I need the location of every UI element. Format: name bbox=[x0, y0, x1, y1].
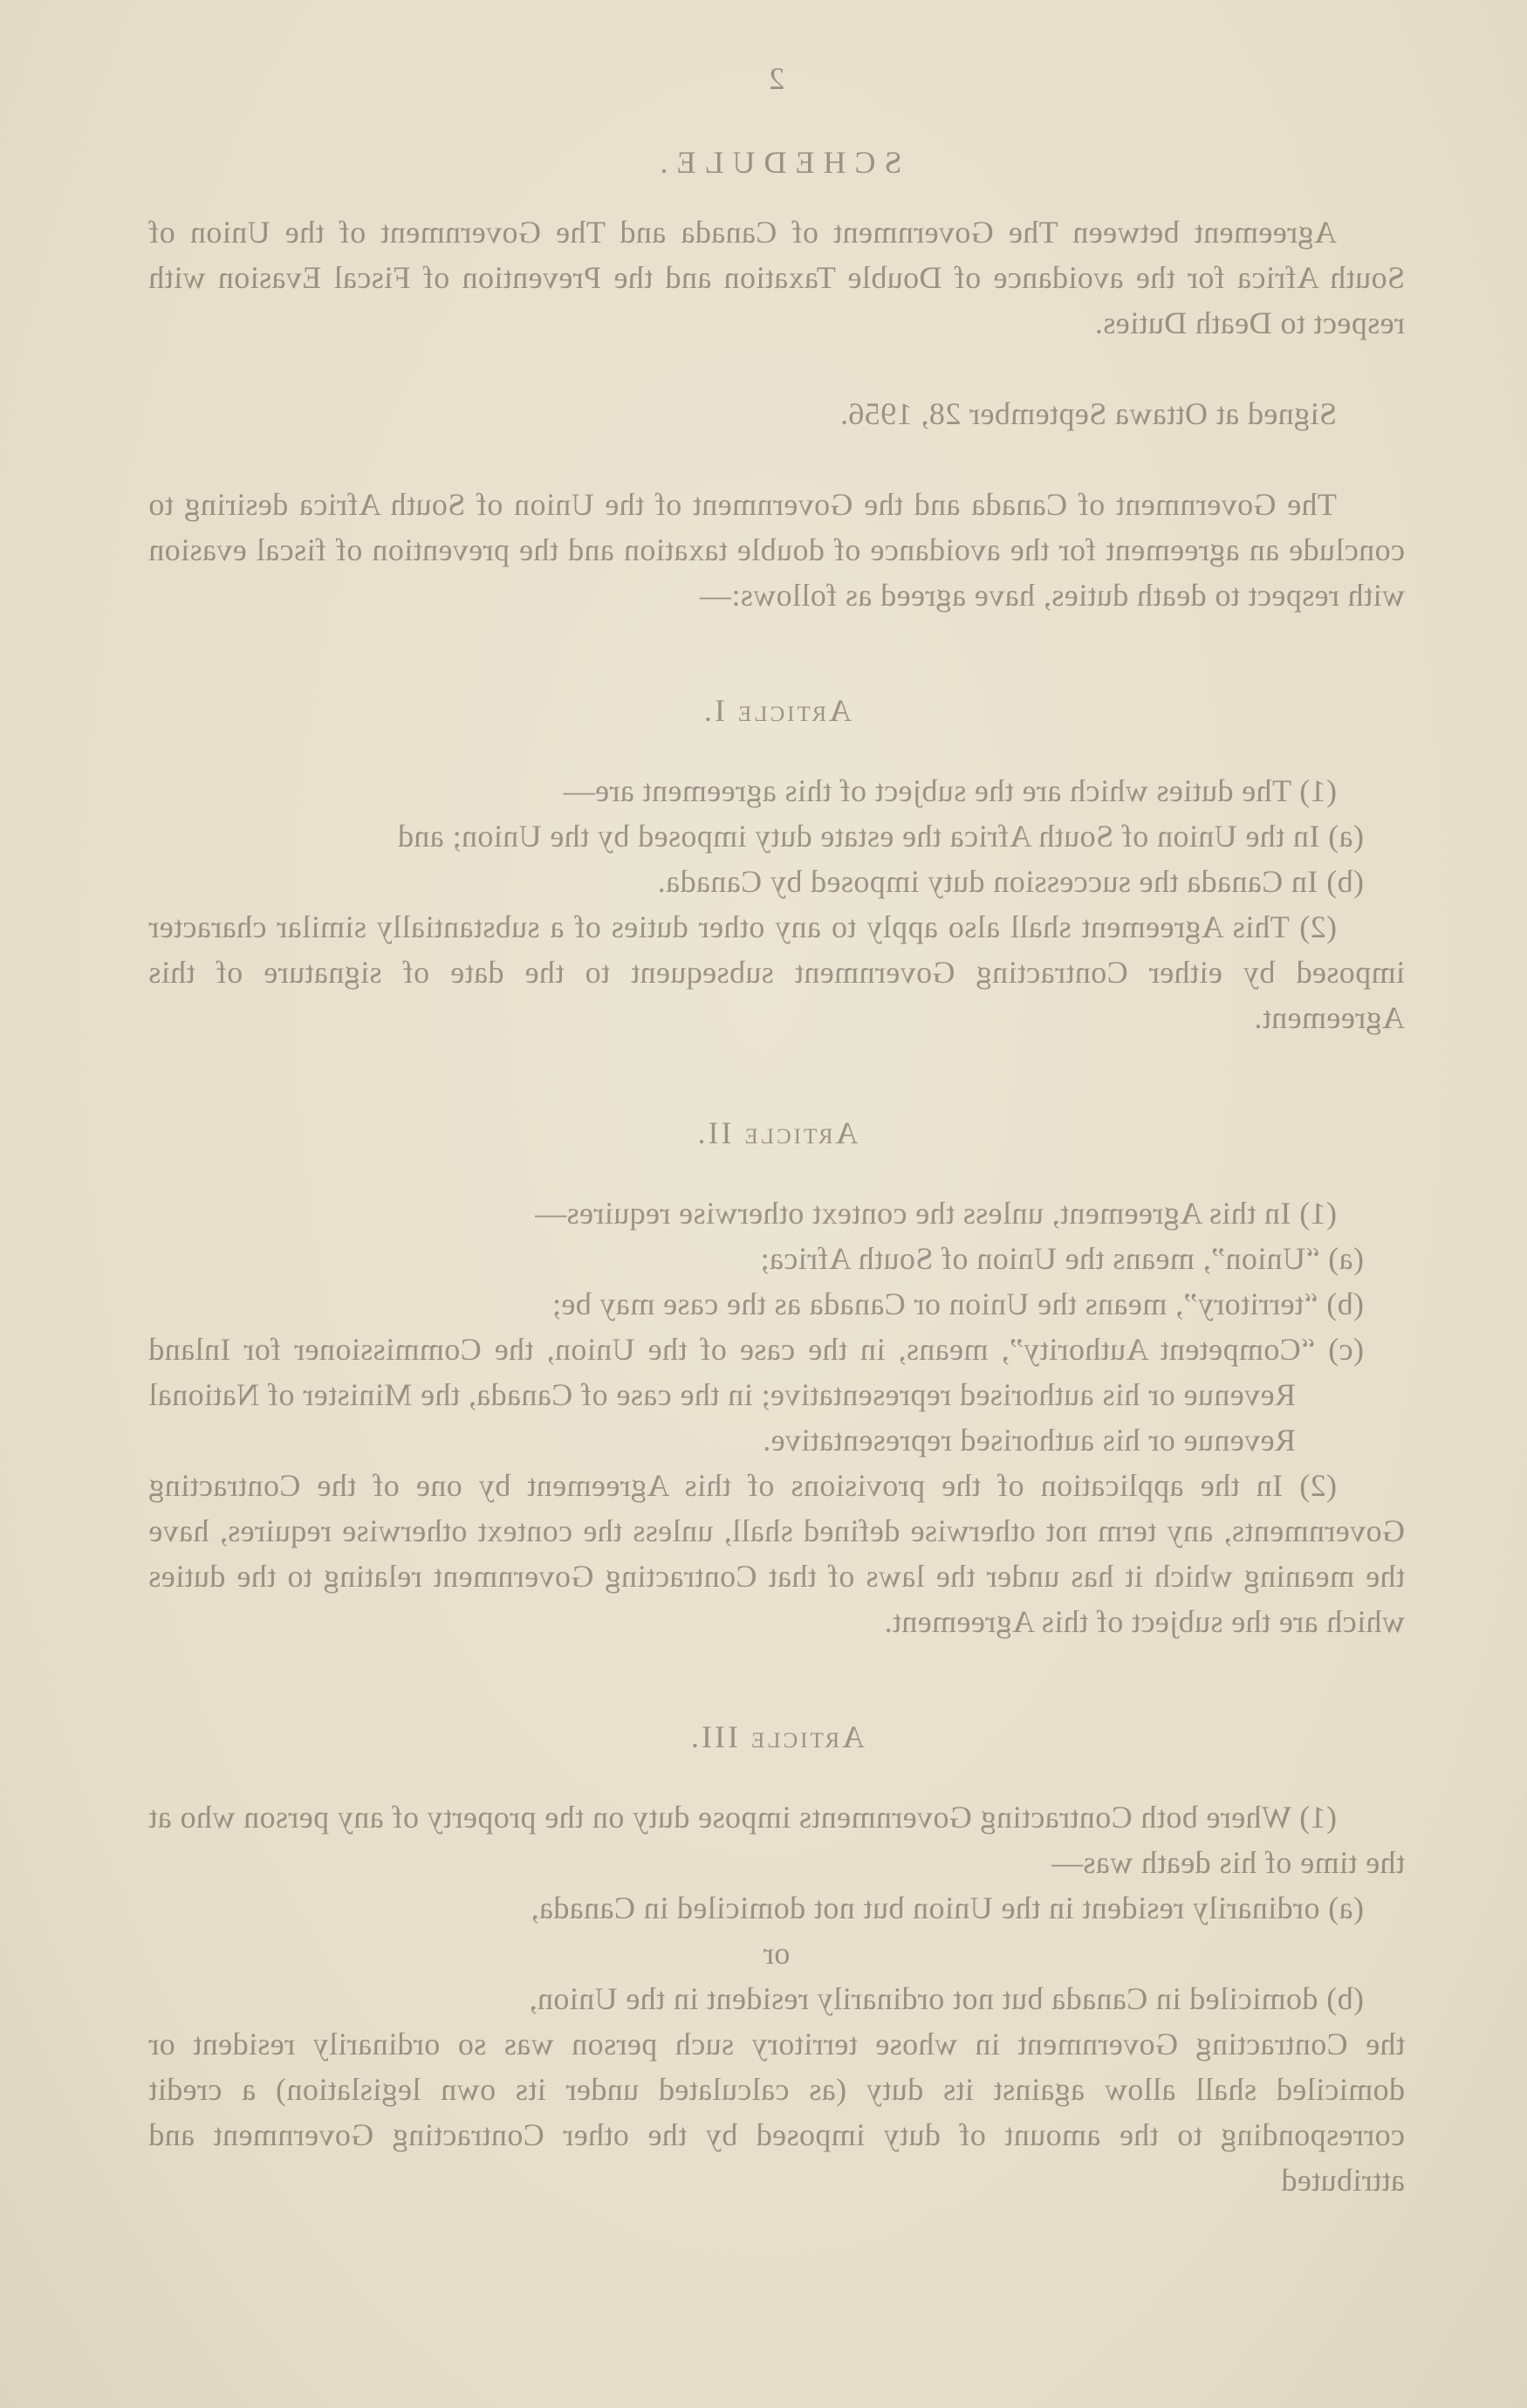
article-2-heading: Article II. bbox=[695, 1115, 859, 1150]
article-2-para-1: (1) In this Agreement, unless the context otherwise requires— bbox=[534, 1196, 1337, 1231]
article-1-para-2: (2) This Agreement shall also apply to any other duties of a substantially similar character imposed by either Contracting Government subsequent to the date of signature of this Agreement. bbox=[148, 909, 1405, 1035]
schedule-heading: SCHEDULE. bbox=[651, 145, 902, 180]
article-1-heading: Article I. bbox=[702, 693, 852, 728]
signed-line: Signed at Ottawa September 28, 1956. bbox=[839, 396, 1337, 431]
article-1-para-1: (1) The duties which are the subject of this agreement are— bbox=[563, 773, 1337, 808]
article-1-item-b: (b) In Canada the succession duty imposed by Canada. bbox=[657, 864, 1364, 899]
page-number: 2 bbox=[768, 61, 785, 96]
article-3-para-1-continued: the Contracting Government in whose territory such person was so ordinarily resident or domiciled shall allow against its duty (as calculated under its own legislation) a credit corresponding to the amount of duty imposed by the other Contracting Government and attributed bbox=[148, 2027, 1405, 2198]
article-2-item-a: (a) “Union”, means the Union of South Africa; bbox=[760, 1241, 1364, 1276]
article-3-item-a: (a) ordinarily resident in the Union but not domiciled in Canada, bbox=[531, 1890, 1364, 1925]
article-3-or: or bbox=[763, 1936, 791, 1971]
article-3-heading: Article III. bbox=[688, 1719, 865, 1754]
article-2-para-2: (2) In the application of the provisions of this Agreement by one of the Contracting Governments, any term not otherwise defined shall, unless the context otherwise requires, have the meaning which it has under the laws of that Contracting Government relating to the duties which are the subject of this Agreement. bbox=[148, 1468, 1405, 1639]
article-3-item-b: (b) domiciled in Canada but not ordinarily resident in the Union, bbox=[529, 1981, 1364, 2016]
agreement-title: Agreement between The Government of Canada and The Government of the Union of South Africa for the avoidance of Double Taxation and the Prevention of Fiscal Evasion with respect to Death Duties. bbox=[148, 215, 1405, 340]
article-2-item-c: (c) “Competent Authority”, means, in the case of the Union, the Commissioner for Inland Revenue or his authorised representative; in the case of Canada, the Minister of National Revenue or his authorised representative. bbox=[148, 1332, 1364, 1458]
preamble: The Government of Canada and the Government of the Union of South Africa desiring to conclude an agreement for the avoidance of double taxation and the prevention of fiscal evasion with respect to death duties, have agreed as follows:— bbox=[148, 487, 1405, 613]
article-3-para-1: (1) Where both Contracting Governments impose duty on the property of any person who at the time of his death was— bbox=[148, 1800, 1405, 1880]
article-1-item-a: (a) In the Union of South Africa the estate duty imposed by the Union; and bbox=[397, 819, 1364, 854]
article-2-item-b: (b) “territory”, means the Union or Canada as the case may be; bbox=[551, 1286, 1364, 1321]
show-through-text-mirrored bbox=[148, 52, 1405, 2203]
